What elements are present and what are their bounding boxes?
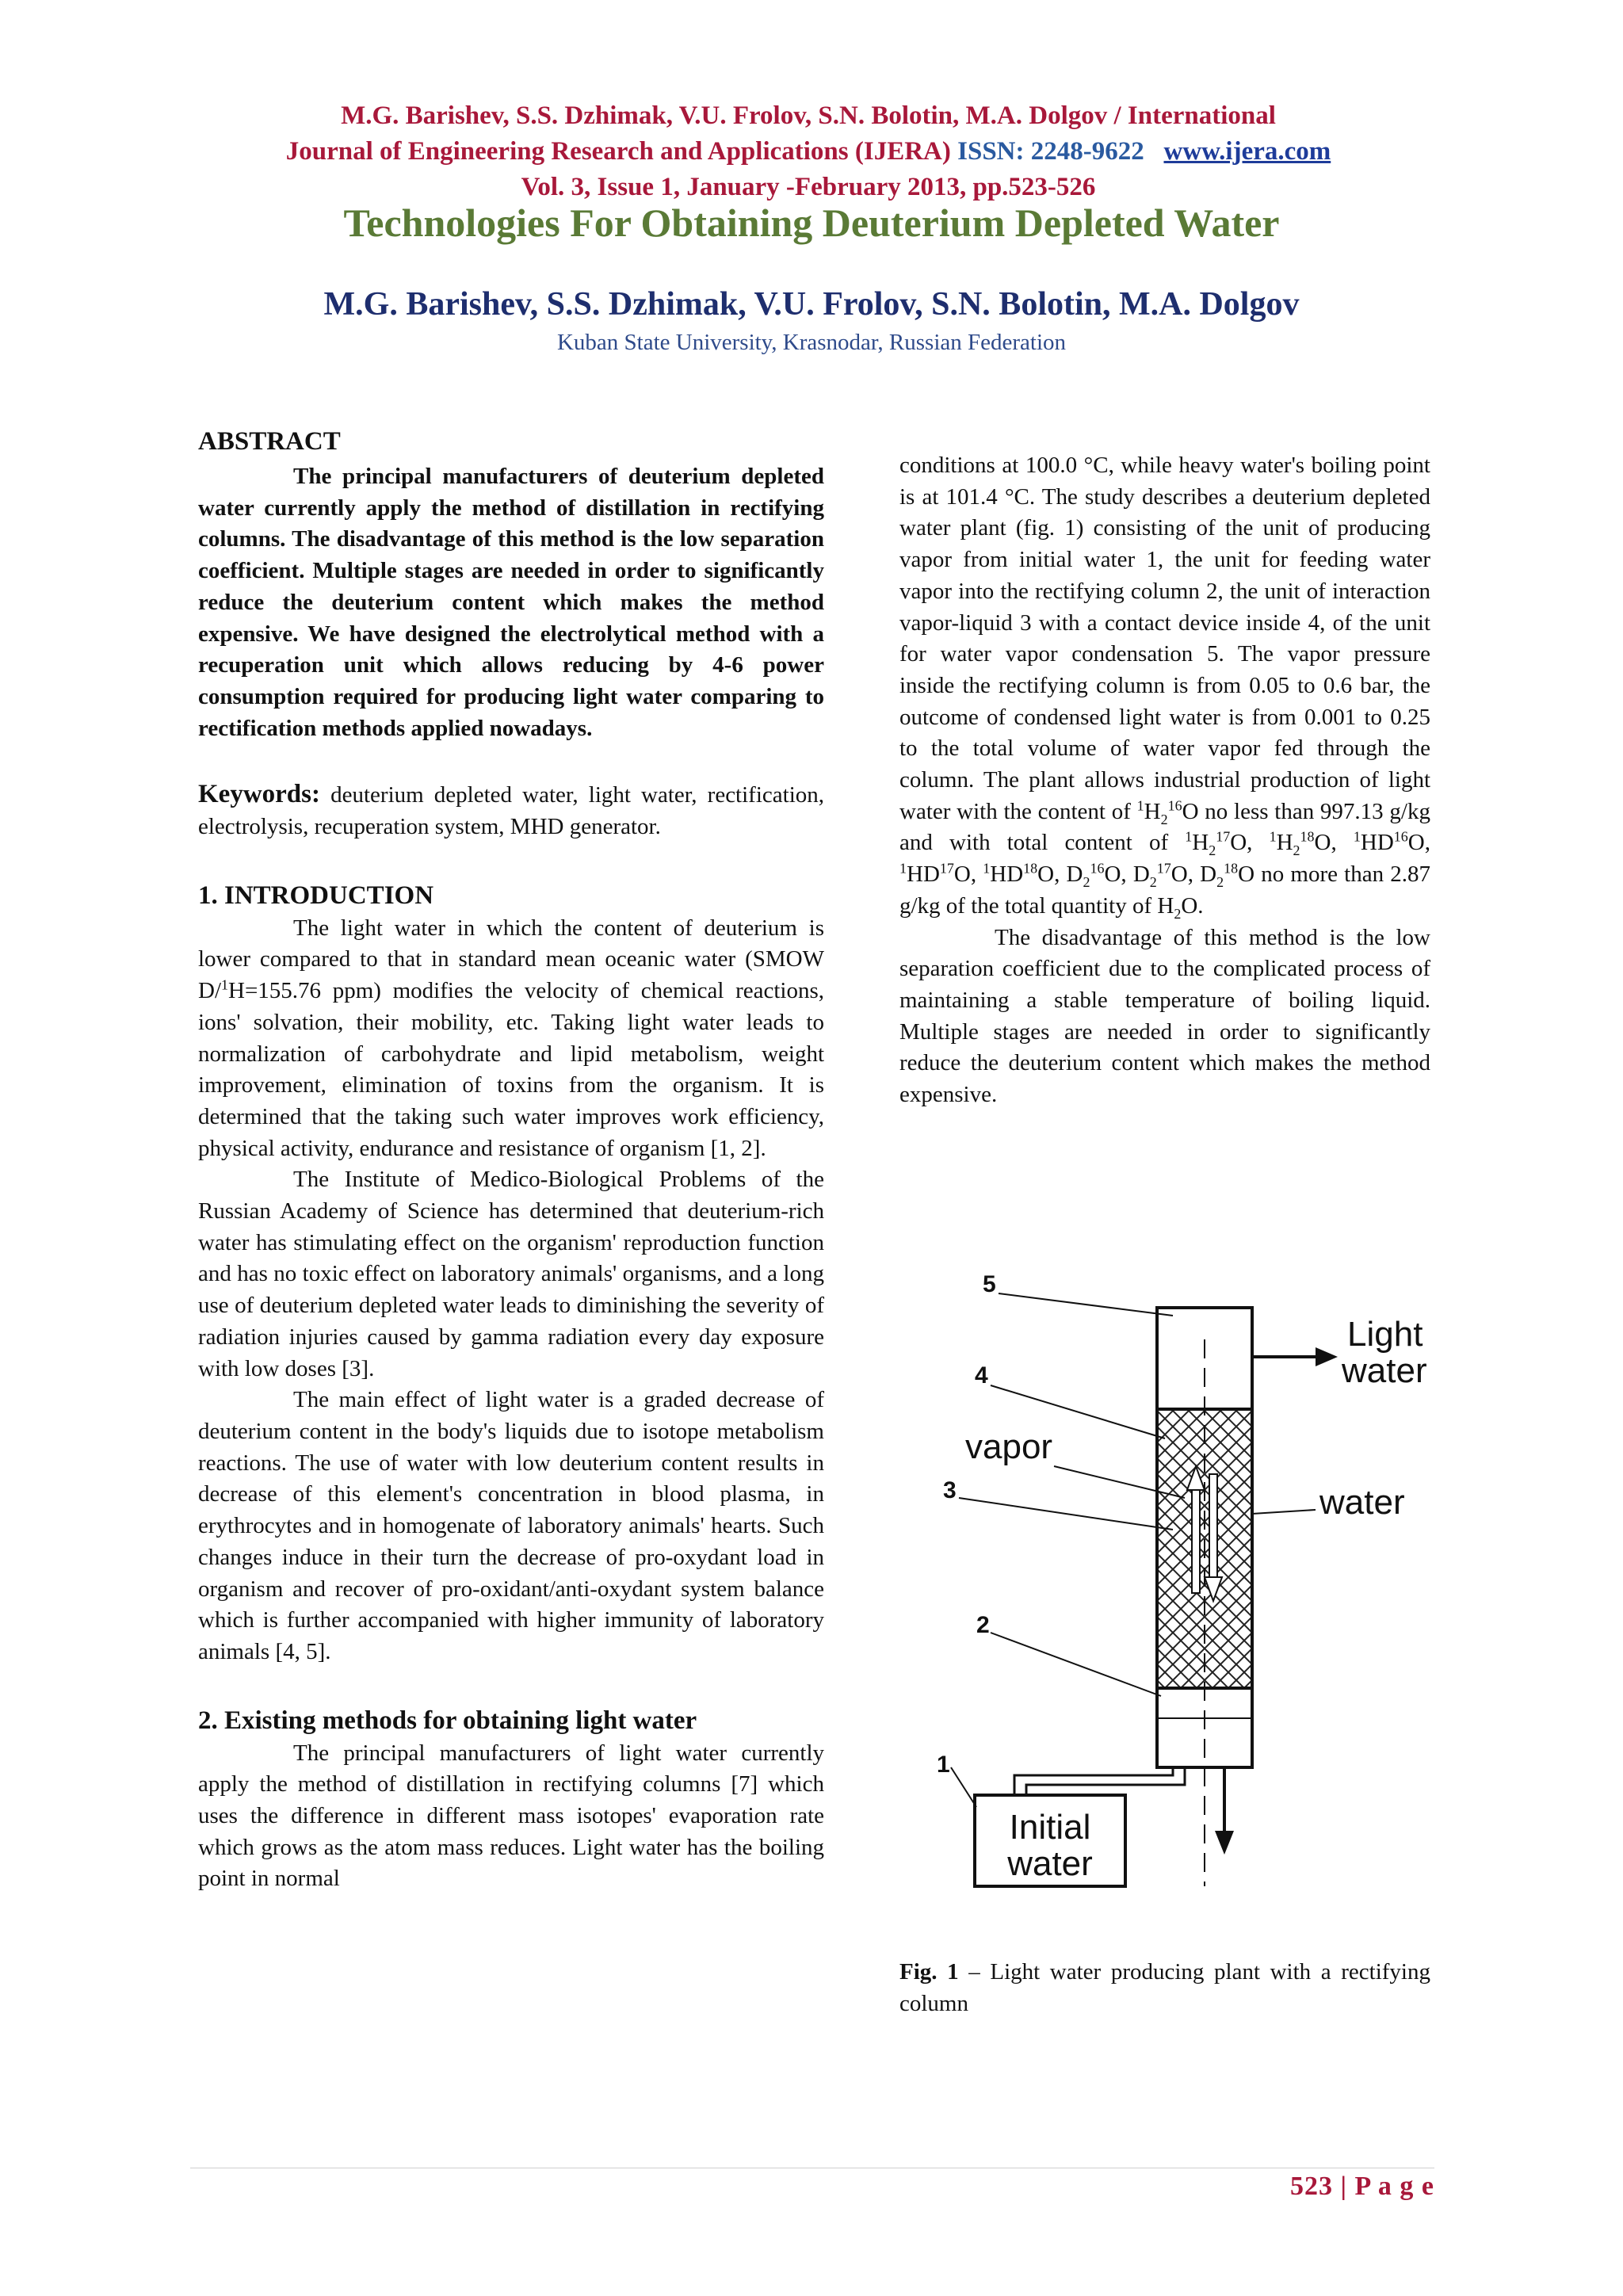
right-column [899,450,1430,1111]
header-line-1: M.G. Barishev, S.S. Dzhimak, V.U. Frolov, S.N. Bolotin, M.A. Dolgov / International [341,101,1276,130]
intro-paragraph-1: The light water in which the content of deuterium is lower compared to that in standard mean oceanic water (SMOW D/$^1$H=155.76 ppm) modifies the velocity of chemical reactions, ions' solvation, their mobility, etc. Taking light water leads to normalization of carbohydrate and lipid metabolism, weight improvement, elimination of toxins from the organism. It is determined that the taking such water improves work efficiency, physical activity, endurance and resistance of organism [1, 2]. [198,915,824,1161]
journal-link[interactable]: www.ijera.com [1163,137,1331,166]
column-body [1157,1308,1252,1886]
figure-caption [899,1956,1430,2019]
keywords-label: Keywords: [198,780,320,809]
abstract-heading: ABSTRACT [198,427,341,456]
label-light-water: water [1342,1351,1427,1390]
intro-paragraph-3: The main effect of light water is a graded decrease of deuterium content in the body's liquids due to isotope metabolism reactions. The use of water with low deuterium content results in decrease of this element's concentration in blood plasma, in erythrocytes and in homogenate of laboratory animals' hearts. Such changes induce in their turn the decrease of pro-oxydant load in organism and recover of pro-oxidant/anti-oxydant system balance which is further accompanied with higher immunity of laboratory animals [4, 5]. [198,1387,824,1664]
label-light: Light [1347,1315,1423,1354]
affiliation: Kuban State University, Krasnodar, Russian Federation [556,330,1067,355]
label-vapor: vapor [965,1427,1053,1466]
keywords-text: deuterium depleted water, light water, rectification, electrolysis, recuperation system, MHD generator. [198,782,824,840]
left-column [198,422,824,1895]
label-initial-water: water [1007,1844,1093,1883]
leader-lines [951,1293,1316,1807]
intro-heading: 1. INTRODUCTION [198,881,434,910]
label-water: water [1319,1483,1405,1522]
keywords [198,779,824,842]
label-3: 3 [943,1477,957,1503]
label-1: 1 [937,1752,950,1778]
figure-rectifying-column [903,1268,1442,1902]
page-number: 523 | P a g e [1290,2172,1434,2201]
label-4: 4 [975,1362,988,1389]
existing-methods-heading: 2. Existing methods for obtaining light water [198,1706,697,1735]
figure-caption-label: Fig. 1 [899,1959,959,1985]
paper-title: Technologies For Obtaining Deuterium Depleted Water [343,201,1280,245]
abstract-text: The principal manufacturers of deuterium depleted water currently apply the method of distillation in rectifying columns. The disadvantage of this method is the low separation coefficient. Multiple stages are needed in order to significantly reduce the deuterium content which makes the method expensive. We have designed the electrolytical method with a recuperation unit which allows reducing by 4-6 power consumption required for producing light water comparing to rectification methods applied nowadays. [198,464,824,741]
journal-header [174,98,1442,205]
header-issn: ISSN: 2248-9622 [957,137,1144,166]
header-line-3: Vol. 3, Issue 1, January -February 2013, pp.523-526 [521,173,1096,201]
bottom-outlet-arrow [1215,1767,1234,1855]
intro-paragraph-2: The Institute of Medico-Biological Problems of the Russian Academy of Science has determined that deuterium-rich water has stimulating effect on the organism' reproduction function and has no toxic effect on laboratory animals' organisms, and a long use of deuterium depleted water leads to diminishing the severity of radiation injuries caused by gamma radiation every day exposure with low doses [3]. [198,1167,824,1381]
figure-caption-text: – Light water producing plant with a rectifying column [899,1959,1430,2016]
label-2: 2 [976,1612,990,1638]
right-paragraph-1: conditions at 100.0 °C, while heavy water's boiling point is at 101.4 °C. The study describes a deuterium depleted water plant (fig. 1) consisting of the unit of producing vapor from initial water 1, the unit for feeding water vapor into the rectifying column 2, the unit of interaction vapor-liquid 3 with a contact device inside 4, of the unit for water vapor condensation 5. The vapor pressure inside the rectifying column is from 0.05 to 0.6 bar, the outcome of condensed light water is from 0.001 to 0.25 to the total volume of water vapor fed through the column. The plant allows industrial production of light water with the content of $^1H_2^{16}O$ no less than 997.13 g/kg and with total content of $^1H_2^{17}O$, $^1H_2^{18}O$, $^1$HD$^{16}$O, $^1$HD$^{17}$O, $^1$HD$^{18}$O, $D_2^{16}O$, $D_2^{17}O$, $D_2^{18}O$ no more than 2.87 g/kg of the total quantity of $H_2O$. [899,453,1430,922]
label-5: 5 [983,1271,996,1297]
existing-methods-paragraph: The principal manufacturers of light water currently apply the method of distillation in rectifying columns [7] which uses the difference in different mass isotopes' evaporation rate which grows as the atom mass reduces. Light water has the boiling point in normal [198,1740,824,1892]
header-journal: Journal of Engineering Research and Applications (IJERA) [285,137,951,166]
header-line-2 [174,134,1442,170]
paper-authors: M.G. Barishev, S.S. Dzhimak, V.U. Frolov, S.N. Bolotin, M.A. Dolgov [323,286,1300,323]
right-paragraph-2: The disadvantage of this method is the low separation coefficient due to the complicated process of maintaining a stable temperature of boiling liquid. Multiple stages are needed in order to significantly reduce the deuterium content which makes the method expensive. [899,924,1430,1108]
label-initial: Initial [1009,1808,1091,1847]
light-water-outlet [1252,1347,1338,1366]
